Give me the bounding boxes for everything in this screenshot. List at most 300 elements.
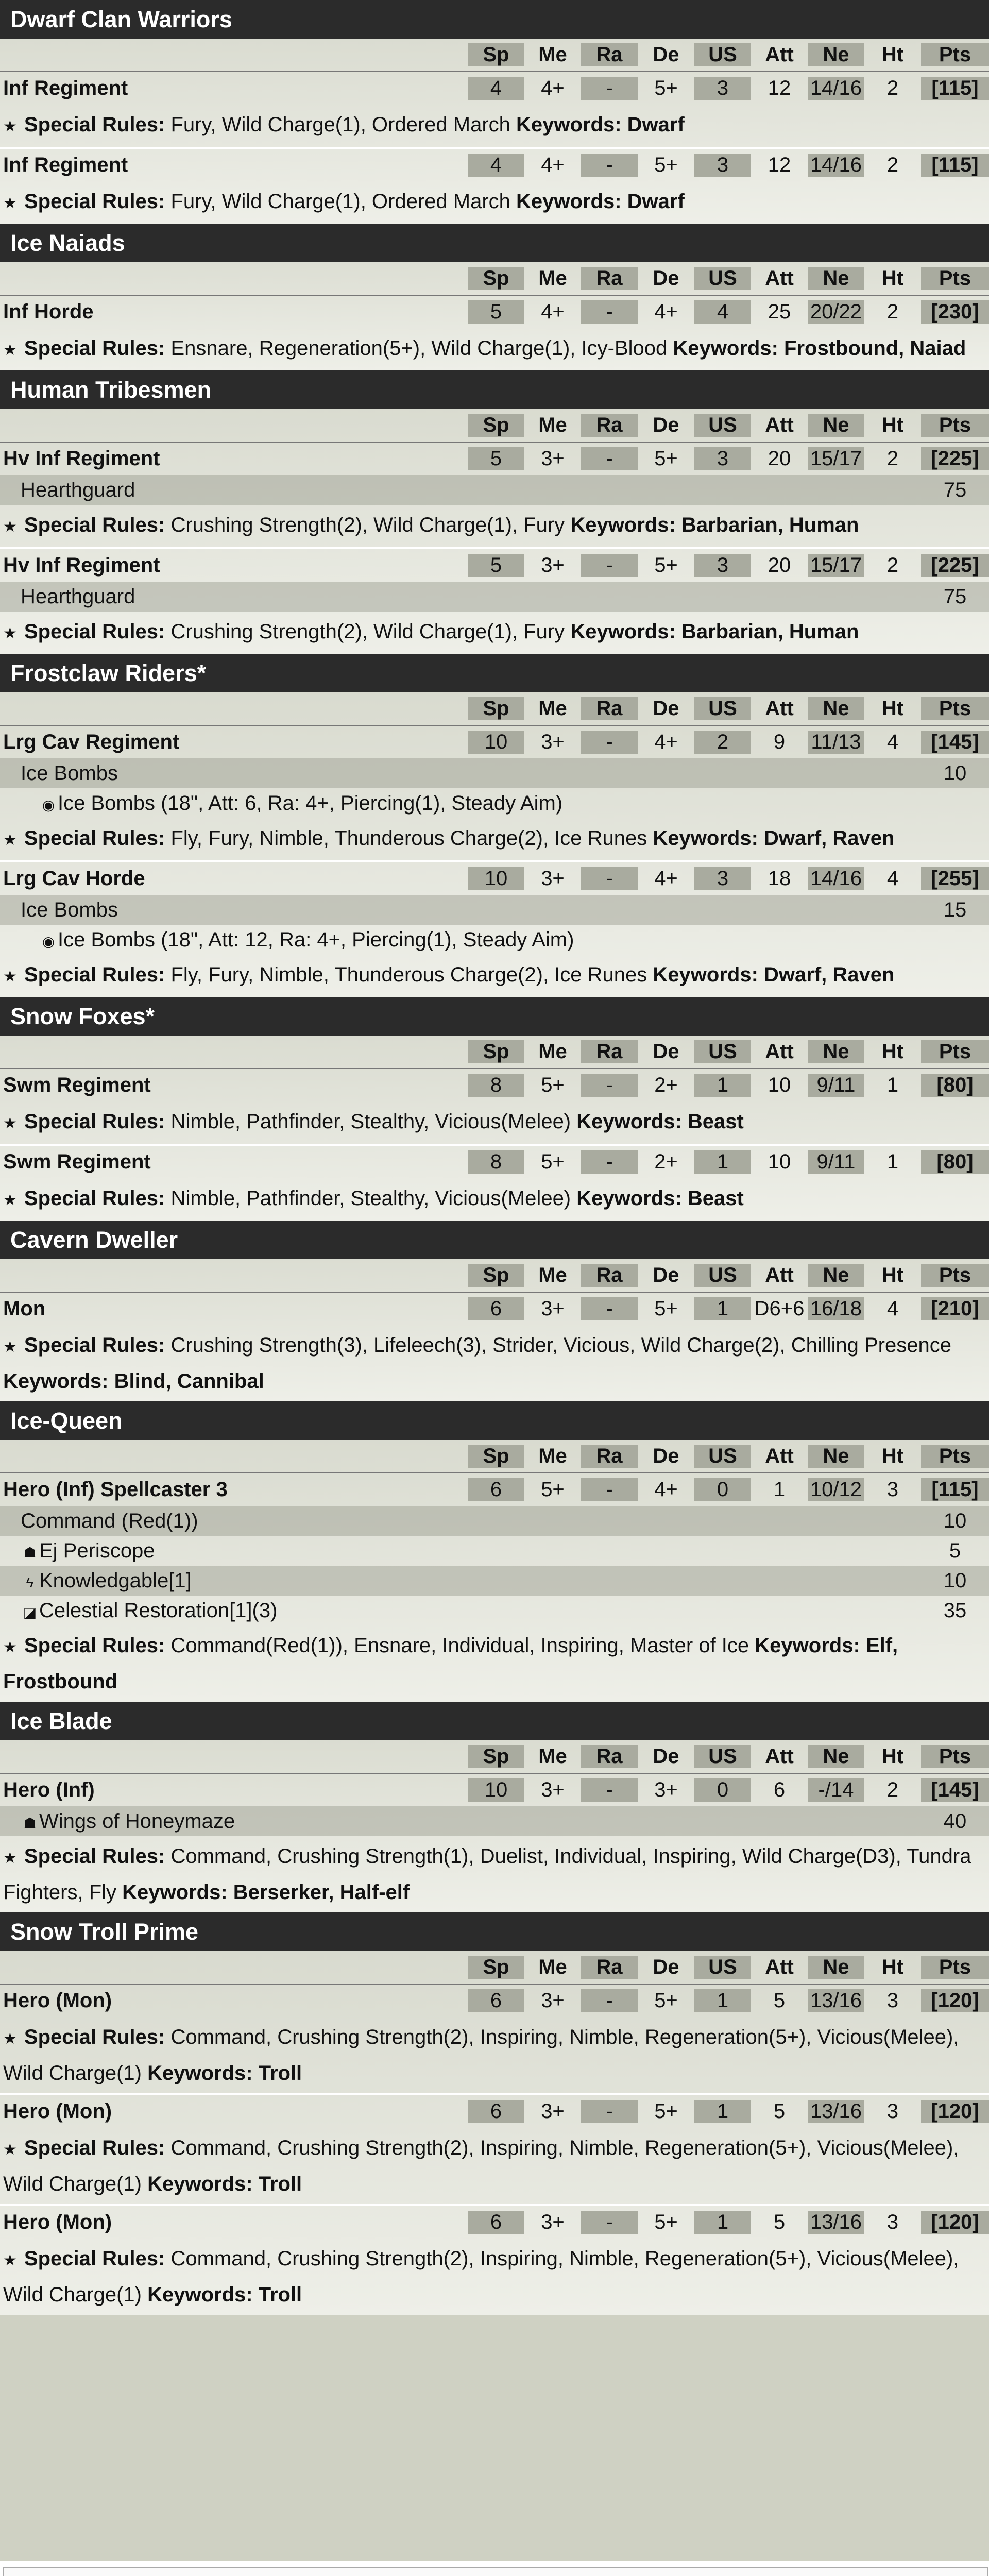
special-rules-text: Crushing Strength(2), Wild Charge(1), Fury xyxy=(170,620,565,643)
option-points: 10 xyxy=(943,1569,967,1592)
unit-block xyxy=(0,1912,989,2315)
option-text: Celestial Restoration[1](3) xyxy=(39,1599,278,1622)
unit-type: Hv Inf Regiment xyxy=(3,447,160,470)
stat-ht: 2 xyxy=(886,554,899,577)
stat-header-sp: Sp xyxy=(468,1745,524,1768)
keywords-label: Keywords: xyxy=(147,2062,253,2084)
stat-header-ra: Ra xyxy=(581,414,638,437)
stat-header-ra: Ra xyxy=(581,1956,638,1979)
stat-header-ra: Ra xyxy=(581,1040,638,1063)
stat-me: 3+ xyxy=(541,1778,565,1801)
stat-sp: 6 xyxy=(468,1478,524,1501)
stat-de: 4+ xyxy=(654,731,678,753)
stat-pts: [120] xyxy=(921,2100,989,2123)
stat-ht: 2 xyxy=(886,447,899,470)
unit-block xyxy=(0,370,989,654)
unit-type: Hero (Mon) xyxy=(3,1989,112,2012)
stat-de: 4+ xyxy=(654,300,678,323)
special-rules-label: Special Rules: xyxy=(24,620,165,643)
total-units-value xyxy=(406,2572,478,2576)
keywords-label: Keywords: xyxy=(516,113,622,136)
star-icon: ★ xyxy=(3,2252,17,2269)
unit-option xyxy=(0,1596,989,1625)
stat-pts: [120] xyxy=(921,2211,989,2234)
stat-us: 1 xyxy=(694,1074,751,1097)
star-icon: ★ xyxy=(3,625,17,642)
keywords-label: Keywords: xyxy=(516,190,622,213)
unit-block xyxy=(0,1221,989,1401)
stat-ne: 13/16 xyxy=(808,2100,864,2123)
stat-header-sp: Sp xyxy=(468,267,524,290)
stat-att: 25 xyxy=(768,300,791,323)
star-icon: ★ xyxy=(3,968,17,985)
stat-header-ht: Ht xyxy=(881,43,904,66)
stat-header-pts: Pts xyxy=(921,414,989,437)
unit-stat-row xyxy=(0,1068,989,1101)
stat-header-me: Me xyxy=(538,1745,567,1768)
stat-att: 10 xyxy=(768,1150,791,1173)
unit-option xyxy=(0,1506,989,1536)
stat-de: 5+ xyxy=(654,2211,678,2233)
option-name xyxy=(39,928,921,952)
unit-option xyxy=(0,758,989,788)
option-name xyxy=(21,762,921,785)
stat-ne: 13/16 xyxy=(808,2211,864,2234)
stat-ht: 2 xyxy=(886,154,899,176)
option-name xyxy=(21,585,921,608)
stat-ht: 4 xyxy=(886,1297,899,1320)
special-rules-label: Special Rules: xyxy=(24,2247,165,2270)
special-rules-label: Special Rules: xyxy=(24,113,165,136)
stat-sp: 10 xyxy=(468,1778,524,1802)
keywords-label: Keywords: xyxy=(570,620,676,643)
special-rules-text: Ensnare, Regeneration(5+), Wild Charge(1), Icy-Blood xyxy=(170,337,668,360)
stat-header-us: US xyxy=(694,1040,751,1063)
special-rules xyxy=(0,105,989,147)
stat-us: 1 xyxy=(694,1150,751,1174)
special-rules-label: Special Rules: xyxy=(24,827,165,850)
stat-pts: [145] xyxy=(921,731,989,754)
stat-att: 12 xyxy=(768,154,791,176)
stat-ht: 1 xyxy=(886,1074,899,1096)
stat-ht: 3 xyxy=(886,1478,899,1501)
stat-me: 5+ xyxy=(541,1150,565,1173)
stat-me: 4+ xyxy=(541,154,565,176)
stat-header-de: De xyxy=(653,43,679,66)
option-name xyxy=(21,1510,921,1533)
keywords-label: Keywords: xyxy=(653,827,758,850)
option-points: 5 xyxy=(949,1539,961,1562)
stat-us: 1 xyxy=(694,1989,751,2012)
stat-de: 5+ xyxy=(654,2100,678,2123)
stat-header-row xyxy=(0,409,989,442)
keywords-text: Dwarf xyxy=(627,190,685,213)
stat-att: 20 xyxy=(768,447,791,470)
stat-sp: 5 xyxy=(468,554,524,577)
stat-pts: [120] xyxy=(921,1989,989,2012)
stat-ht: 3 xyxy=(886,1989,899,2012)
unit-block xyxy=(0,1702,989,1912)
stat-att: D6+6 xyxy=(754,1297,805,1320)
option-name xyxy=(21,1599,921,1622)
unit-block xyxy=(0,1401,989,1702)
stat-header-ne: Ne xyxy=(808,1745,864,1768)
stat-ht: 3 xyxy=(886,2100,899,2123)
stat-header-de: De xyxy=(653,1445,679,1467)
star-icon: ★ xyxy=(3,195,17,212)
stat-header-ra: Ra xyxy=(581,1745,638,1768)
stat-sp: 6 xyxy=(468,1297,524,1320)
unit-stat-row xyxy=(0,442,989,475)
keywords-text: Beast xyxy=(687,1110,744,1133)
stat-pts: [225] xyxy=(921,554,989,577)
special-rules-text: Nimble, Pathfinder, Stealthy, Vicious(Melee) xyxy=(170,1187,571,1210)
special-rules-text: Fly, Fury, Nimble, Thunderous Charge(2), Ice Runes xyxy=(170,827,647,850)
stat-ne: 15/17 xyxy=(808,447,864,470)
keywords-text: Beast xyxy=(687,1187,744,1210)
stat-ne: 16/18 xyxy=(808,1297,864,1320)
stat-ht: 4 xyxy=(886,867,899,890)
option-name xyxy=(21,479,921,502)
keywords-text: Dwarf, Raven xyxy=(764,963,895,986)
option-text: Command (Red(1)) xyxy=(21,1509,198,1532)
unit-stat-row xyxy=(0,1292,989,1325)
star-icon: ★ xyxy=(3,1115,17,1132)
option-points: 75 xyxy=(943,478,967,501)
stat-header-sp: Sp xyxy=(468,697,524,720)
stat-ra: - xyxy=(581,1778,638,1802)
keywords-label: Keywords: xyxy=(653,963,758,986)
stat-header-ht: Ht xyxy=(881,414,904,436)
stat-ra: - xyxy=(581,1074,638,1097)
stat-header-ne: Ne xyxy=(808,267,864,290)
stat-de: 4+ xyxy=(654,867,678,890)
stat-me: 3+ xyxy=(541,2100,565,2123)
special-rules xyxy=(0,2017,989,2093)
special-rules-text: Command, Crushing Strength(2), Inspiring, Nimble, Regeneration(5+), Vicious(Melee), Wild Charge(1) xyxy=(3,2026,959,2084)
stat-header-de: De xyxy=(653,697,679,720)
stat-att: 18 xyxy=(768,867,791,890)
special-rules-label: Special Rules: xyxy=(24,514,165,536)
option-icon: ◉ xyxy=(42,796,55,813)
stat-header-us: US xyxy=(694,1445,751,1468)
stat-de: 5+ xyxy=(654,1297,678,1320)
stat-header-ne: Ne xyxy=(808,43,864,66)
stat-us: 3 xyxy=(694,77,751,100)
stat-att: 12 xyxy=(768,77,791,99)
special-rules-label: Special Rules: xyxy=(24,1634,165,1657)
option-name xyxy=(21,1539,921,1563)
unit-option xyxy=(0,925,989,955)
stat-pts: [115] xyxy=(921,77,989,100)
stat-header-att: Att xyxy=(765,1040,794,1063)
stat-sp: 10 xyxy=(468,731,524,754)
stat-header-me: Me xyxy=(538,1445,567,1467)
stat-header-row xyxy=(0,1036,989,1068)
keywords-label: Keywords: xyxy=(147,2173,253,2195)
stat-att: 20 xyxy=(768,554,791,577)
unit-type: Inf Horde xyxy=(3,300,94,323)
stat-sp: 10 xyxy=(468,867,524,890)
stat-header-att: Att xyxy=(765,414,794,436)
stat-sp: 5 xyxy=(468,447,524,470)
stat-pts: [80] xyxy=(921,1074,989,1097)
stat-me: 3+ xyxy=(541,1297,565,1320)
total-unit-strength-value xyxy=(859,2572,931,2576)
stat-ne: 9/11 xyxy=(808,1150,864,1174)
keywords-text: Barbarian, Human xyxy=(681,514,859,536)
stat-header-row xyxy=(0,1740,989,1773)
special-rules xyxy=(0,2128,989,2204)
stat-pts: [255] xyxy=(921,867,989,890)
stat-us: 1 xyxy=(694,1297,751,1320)
stat-header-me: Me xyxy=(538,1040,567,1063)
stat-pts: [225] xyxy=(921,447,989,470)
unit-type: Hero (Mon) xyxy=(3,2211,112,2233)
unit-stat-row xyxy=(0,1984,989,2017)
stat-header-sp: Sp xyxy=(468,1956,524,1979)
stat-header-sp: Sp xyxy=(468,414,524,437)
stat-me: 3+ xyxy=(541,554,565,577)
stat-header-us: US xyxy=(694,43,751,66)
stat-de: 2+ xyxy=(654,1150,678,1173)
stat-sp: 4 xyxy=(468,77,524,100)
unit-type: Inf Regiment xyxy=(3,154,128,176)
unit-block xyxy=(0,654,989,997)
option-points: 40 xyxy=(943,1809,967,1833)
option-text: Hearthguard xyxy=(21,478,135,501)
stat-header-ne: Ne xyxy=(808,414,864,437)
stat-header-ne: Ne xyxy=(808,1264,864,1287)
stat-ra: - xyxy=(581,2211,638,2234)
stat-header-me: Me xyxy=(538,267,567,290)
stat-me: 3+ xyxy=(541,447,565,470)
unit-type: Lrg Cav Regiment xyxy=(3,731,180,753)
stat-header-ht: Ht xyxy=(881,1445,904,1467)
stat-ra: - xyxy=(581,1989,638,2012)
stat-header-att: Att xyxy=(765,43,794,66)
unit-stat-row xyxy=(0,860,989,895)
unit-type: Hero (Mon) xyxy=(3,2100,112,2123)
stat-header-me: Me xyxy=(538,1264,567,1286)
stat-att: 5 xyxy=(773,2211,786,2233)
stat-header-row xyxy=(0,1259,989,1292)
option-icon: ◪ xyxy=(23,1604,37,1620)
option-text: Knowledgable[1] xyxy=(39,1569,192,1592)
stat-ra: - xyxy=(581,1150,638,1174)
keywords-text: Troll xyxy=(258,2173,302,2195)
option-name xyxy=(21,1569,921,1592)
option-points: 10 xyxy=(943,761,967,785)
stat-header-de: De xyxy=(653,1956,679,1978)
stat-ne: 11/13 xyxy=(808,731,864,754)
stat-us: 3 xyxy=(694,554,751,577)
stat-ne: 20/22 xyxy=(808,300,864,324)
stat-header-us: US xyxy=(694,414,751,437)
star-icon: ★ xyxy=(3,342,17,359)
option-text: Hearthguard xyxy=(21,585,135,608)
stat-header-me: Me xyxy=(538,43,567,66)
stat-ne: 9/11 xyxy=(808,1074,864,1097)
stat-ht: 1 xyxy=(886,1150,899,1173)
unit-stat-row xyxy=(0,1472,989,1506)
stat-me: 3+ xyxy=(541,2211,565,2233)
special-rules xyxy=(0,1178,989,1221)
option-name xyxy=(39,792,921,815)
star-icon: ★ xyxy=(3,118,17,135)
stat-pts: [145] xyxy=(921,1778,989,1802)
stat-me: 3+ xyxy=(541,731,565,753)
stat-me: 4+ xyxy=(541,300,565,323)
stat-sp: 6 xyxy=(468,2100,524,2123)
stat-pts: [230] xyxy=(921,300,989,324)
stat-header-att: Att xyxy=(765,1745,794,1768)
stat-ht: 2 xyxy=(886,77,899,99)
stat-me: 3+ xyxy=(541,867,565,890)
unit-option xyxy=(0,895,989,925)
keywords-label: Keywords: xyxy=(576,1110,682,1133)
stat-header-pts: Pts xyxy=(921,43,989,66)
unit-type: Hero (Inf) Spellcaster 3 xyxy=(3,1478,228,1501)
stat-de: 5+ xyxy=(654,447,678,470)
star-icon: ★ xyxy=(3,1338,17,1355)
stat-ht: 4 xyxy=(886,731,899,753)
total-unit-strength-label xyxy=(542,2572,714,2576)
special-rules-text: Command(Red(1)), Ensnare, Individual, Inspiring, Master of Ice xyxy=(170,1634,749,1657)
stat-ne: -/14 xyxy=(808,1778,864,1802)
unit-option xyxy=(0,1806,989,1836)
stat-ne: 10/12 xyxy=(808,1478,864,1501)
keywords-text: Troll xyxy=(258,2062,302,2084)
stat-header-ht: Ht xyxy=(881,1745,904,1768)
stat-de: 4+ xyxy=(654,1478,678,1501)
stat-header-ra: Ra xyxy=(581,267,638,290)
keywords-label: Keywords: xyxy=(122,1881,228,1904)
unit-type: Lrg Cav Horde xyxy=(3,867,145,890)
stat-header-de: De xyxy=(653,267,679,290)
stat-header-att: Att xyxy=(765,1264,794,1286)
option-text: Wings of Honeymaze xyxy=(39,1809,235,1833)
unit-stat-row xyxy=(0,1773,989,1806)
stat-header-pts: Pts xyxy=(921,1264,989,1287)
stat-ht: 2 xyxy=(886,300,899,323)
stat-header-sp: Sp xyxy=(468,1040,524,1063)
unit-title: Snow Foxes* xyxy=(0,997,989,1036)
keywords-label: Keywords: xyxy=(147,2283,253,2306)
special-rules-label: Special Rules: xyxy=(24,2137,165,2159)
special-rules xyxy=(0,612,989,654)
stat-header-ne: Ne xyxy=(808,1445,864,1468)
unit-type: Hv Inf Regiment xyxy=(3,554,160,577)
star-icon: ★ xyxy=(3,1192,17,1209)
special-rules xyxy=(0,2239,989,2315)
special-rules xyxy=(0,1625,989,1702)
stat-us: 1 xyxy=(694,2211,751,2234)
unit-option xyxy=(0,788,989,818)
special-rules-label: Special Rules: xyxy=(24,1187,165,1210)
stat-header-row xyxy=(0,39,989,71)
stat-header-sp: Sp xyxy=(468,1264,524,1287)
stat-ne: 14/16 xyxy=(808,77,864,100)
stat-header-ne: Ne xyxy=(808,697,864,720)
special-rules-text: Nimble, Pathfinder, Stealthy, Vicious(Melee) xyxy=(170,1110,571,1133)
special-rules-label: Special Rules: xyxy=(24,1110,165,1133)
stat-sp: 4 xyxy=(468,154,524,177)
stat-header-att: Att xyxy=(765,1445,794,1467)
unit-title: Snow Troll Prime xyxy=(0,1912,989,1951)
unit-stat-row xyxy=(0,147,989,181)
unit-type: Inf Regiment xyxy=(3,77,128,99)
stat-ra: - xyxy=(581,1297,638,1320)
stat-sp: 6 xyxy=(468,2211,524,2234)
star-icon: ★ xyxy=(3,518,17,535)
stat-header-sp: Sp xyxy=(468,43,524,66)
stat-me: 5+ xyxy=(541,1478,565,1501)
unit-title: Human Tribesmen xyxy=(0,370,989,409)
stat-us: 4 xyxy=(694,300,751,324)
special-rules-label: Special Rules: xyxy=(24,1845,165,1868)
stat-header-me: Me xyxy=(538,697,567,720)
stat-att: 1 xyxy=(773,1478,786,1501)
keywords-text: Dwarf, Raven xyxy=(764,827,895,850)
stat-att: 5 xyxy=(773,2100,786,2123)
unit-stat-row xyxy=(0,547,989,582)
stat-ra: - xyxy=(581,154,638,177)
stat-header-sp: Sp xyxy=(468,1445,524,1468)
unit-title: Ice Naiads xyxy=(0,224,989,262)
keywords-text: Frostbound, Naiad xyxy=(784,337,966,360)
unit-stat-row xyxy=(0,2204,989,2239)
option-icon: ☗ xyxy=(23,1544,37,1561)
stat-de: 5+ xyxy=(654,77,678,99)
stat-header-row xyxy=(0,692,989,725)
stat-header-de: De xyxy=(653,1040,679,1063)
stat-de: 5+ xyxy=(654,154,678,176)
unit-option xyxy=(0,475,989,505)
stat-me: 3+ xyxy=(541,1989,565,2012)
option-points: 10 xyxy=(943,1509,967,1532)
stat-sp: 8 xyxy=(468,1074,524,1097)
stat-header-de: De xyxy=(653,414,679,436)
option-icon: ϟ xyxy=(26,1574,34,1590)
special-rules xyxy=(0,328,989,370)
stat-header-row xyxy=(0,1440,989,1472)
keywords-text: Blind, Cannibal xyxy=(114,1370,264,1393)
option-text: Ice Bombs (18", Att: 6, Ra: 4+, Piercing(1), Steady Aim) xyxy=(58,791,563,815)
option-text: Ice Bombs (18", Att: 12, Ra: 4+, Piercing(1), Steady Aim) xyxy=(58,928,574,951)
stat-header-ht: Ht xyxy=(881,1264,904,1286)
special-rules-label: Special Rules: xyxy=(24,337,165,360)
keywords-text: Dwarf xyxy=(627,113,685,136)
unit-block xyxy=(0,224,989,370)
stat-ra: - xyxy=(581,731,638,754)
stat-ra: - xyxy=(581,2100,638,2123)
unit-title: Ice Blade xyxy=(0,1702,989,1740)
keywords-text: Troll xyxy=(258,2283,302,2306)
stat-att: 5 xyxy=(773,1989,786,2012)
stat-ra: - xyxy=(581,554,638,577)
special-rules xyxy=(0,818,989,860)
keywords-label: Keywords: xyxy=(755,1634,860,1657)
stat-me: 5+ xyxy=(541,1074,565,1096)
stat-header-pts: Pts xyxy=(921,1040,989,1063)
stat-header-ht: Ht xyxy=(881,267,904,290)
option-points: 15 xyxy=(943,898,967,921)
stat-header-ra: Ra xyxy=(581,43,638,66)
star-icon: ★ xyxy=(3,1850,17,1867)
special-rules-text: Command, Crushing Strength(2), Inspiring, Nimble, Regeneration(5+), Vicious(Melee), Wild Charge(1) xyxy=(3,2247,959,2306)
option-name xyxy=(21,1810,921,1833)
